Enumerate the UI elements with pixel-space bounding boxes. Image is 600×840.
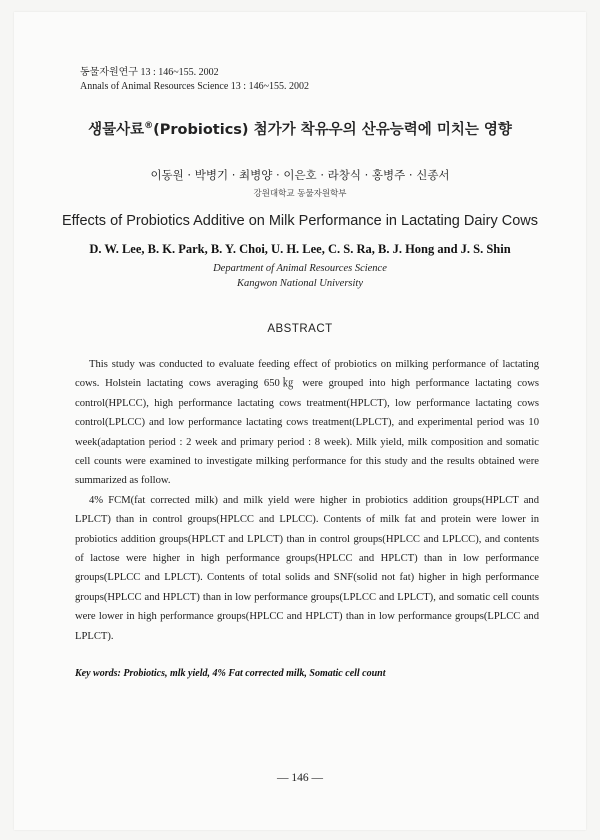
page-number: ― 146 ― bbox=[277, 772, 323, 784]
affiliation-korean: 강원대학교 동물자원학부 bbox=[253, 189, 347, 199]
university-line: Kangwon National University bbox=[237, 278, 363, 289]
abstract-heading: ABSTRACT bbox=[267, 323, 333, 335]
registered-mark: ® bbox=[144, 121, 154, 132]
journal-citation-en: Annals of Animal Resources Science 13 : 146~155. 2002 bbox=[80, 81, 309, 92]
journal-citation-ko: 동물자원연구 13 : 146~155. 2002 bbox=[80, 67, 219, 78]
paper-title-korean bbox=[0, 118, 600, 139]
abstract-paragraph: This study was conducted to evaluate feeding effect of probiotics on milking performance of lactating cows. Holstein lactating cows averaging 650㎏ were grouped into high performance lactating cows control(HPLCC), high performance lactating cows treatment(HPLCT), low performance lactating cows control(LPLCC) and low performance lactating cows treatment(LPLCT), and experimental period was 10 week(adaptation period : 2 week and primary period : 8 week). Milk yield, milk composition and somatic cell counts were examined to investigate milking performance for this study and the results obtained were summarized as follow. bbox=[75, 359, 539, 487]
title-ko-part2: (Probiotics) 첨가가 착유우의 산유능력에 미치는 영향 bbox=[153, 122, 512, 138]
paper-title-english: Effects of Probiotics Additive on Milk Performance in Lactating Dairy Cows bbox=[61, 213, 539, 229]
department-line: Department of Animal Resources Science bbox=[213, 263, 387, 274]
authors-english: D. W. Lee, B. K. Park, B. Y. Choi, U. H. Lee, C. S. Ra, B. J. Hong and J. S. Shin bbox=[89, 242, 511, 256]
title-ko-part1: 생물사료 bbox=[88, 122, 145, 138]
authors-korean: 이동원 · 박병기 · 최병양 · 이은호 · 라창식 · 홍병주 · 신종서 bbox=[150, 168, 450, 182]
abstract-paragraph: 4% FCM(fat corrected milk) and milk yield were higher in probiotics addition groups(HPLCT and LPLCT) than in control groups(HPLCC and LPLCC). Contents of milk fat and protein were lower in probiotics addition groups(HPLCT and LPLCT) than in control groups(HPLCC and LPLCC), and contents of lactose were higher in high performance groups(HPLCC and HPLCT) than in low performance groups(LPLCC and LPLCT). Contents of total solids and SNF(solid not fat) higher in high performance groups(HPLCC and HPLCT) than in low performance groups(LPLCC and LPLCT), and somatic cell counts were lower in high performance groups(HPLCC and HPLCT) than in low performance groups(LPLCC and LPLCT). bbox=[75, 494, 539, 642]
journal-citation bbox=[80, 66, 309, 94]
abstract-body bbox=[75, 355, 539, 646]
keywords: Key words: Probiotics, mlk yield, 4% Fat corrected milk, Somatic cell count bbox=[75, 668, 386, 679]
department-english bbox=[0, 261, 600, 291]
